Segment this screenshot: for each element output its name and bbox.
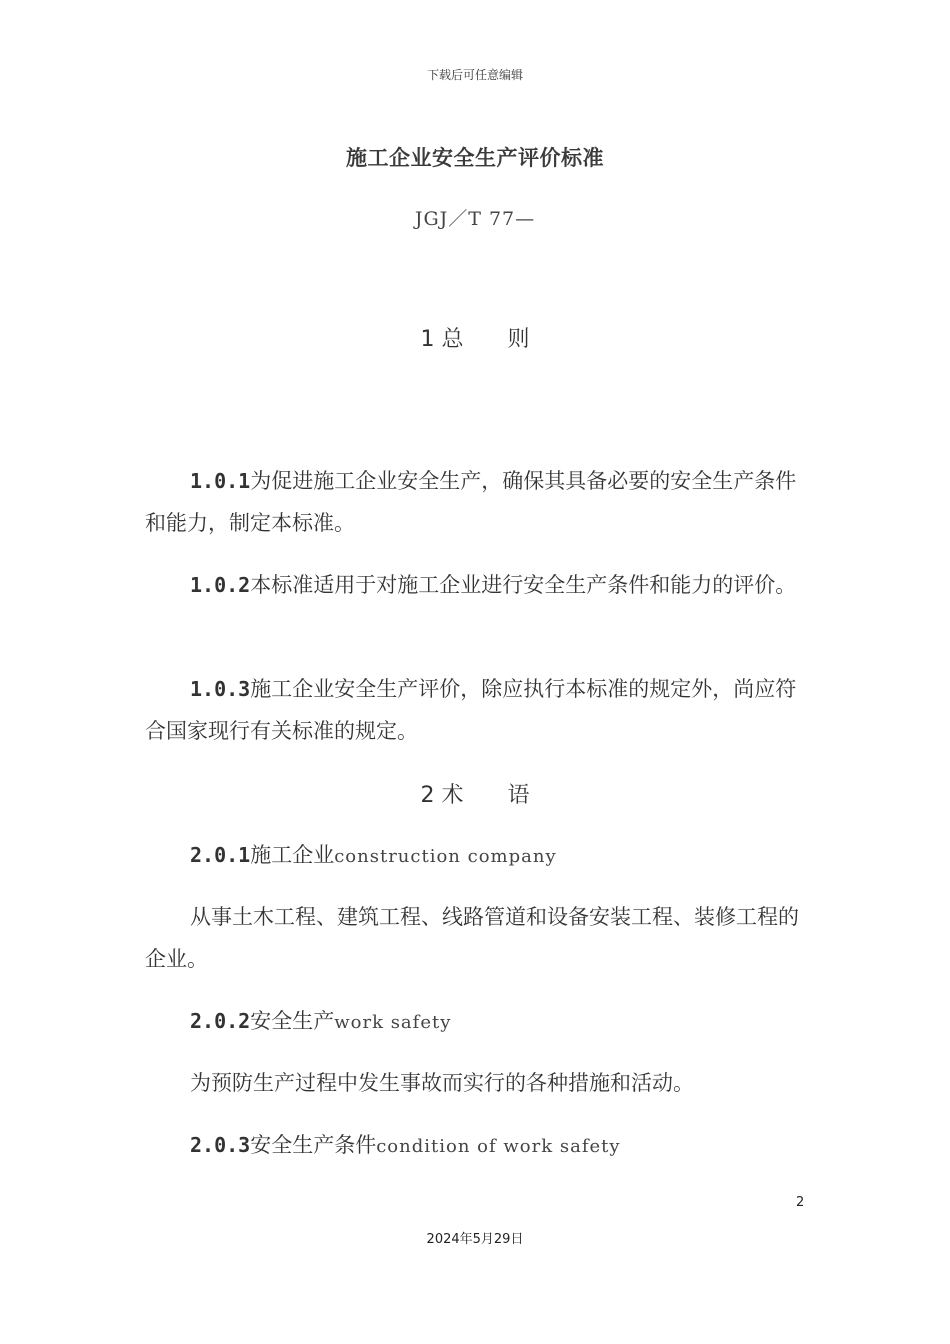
clause-text: 施工企业安全生产评价，除应执行本标准的规定外，尚应符合国家现行有关标准的规定。	[145, 677, 797, 743]
term-english: work safety	[334, 1012, 452, 1033]
term-name: 安全生产条件	[250, 1133, 377, 1157]
term-name: 施工企业	[250, 843, 335, 867]
section-title-char: 总	[441, 327, 464, 352]
clause-1-0-2	[145, 564, 805, 606]
clause-number: 1.0.2	[190, 573, 251, 597]
section-number: 2	[420, 783, 435, 808]
term-name: 安全生产	[250, 1009, 335, 1033]
term-2-0-2	[145, 1000, 805, 1044]
clause-number: 1.0.1	[190, 469, 251, 493]
clause-number: 1.0.3	[190, 677, 251, 701]
clause-text: 为促进施工企业安全生产，确保其具备必要的安全生产条件和能力，制定本标准。	[145, 469, 797, 535]
header-note: 下载后可任意编辑	[426, 68, 523, 82]
term-english: construction company	[334, 846, 557, 867]
clause-text: 本标准适用于对施工企业进行安全生产条件和能力的评价。	[250, 573, 797, 597]
term-definition: 从事土木工程、建筑工程、线路管道和设备安装工程、装修工程的企业。	[145, 905, 799, 971]
section-heading-terms	[0, 778, 950, 809]
clause-1-0-3	[145, 668, 805, 752]
section-heading-general	[0, 322, 950, 353]
term-2-0-3	[145, 1124, 805, 1168]
term-2-0-1	[145, 834, 805, 878]
section-title-char: 则	[507, 327, 530, 352]
section-title-char: 术	[441, 783, 464, 808]
section-title-char: 语	[507, 783, 530, 808]
term-definition: 为预防生产过程中发生事故而实行的各种措施和活动。	[190, 1071, 694, 1095]
term-english: condition of work safety	[376, 1136, 621, 1157]
standard-code: JGJ／T 77—	[414, 208, 536, 230]
page-number: 2	[796, 1195, 805, 1210]
document-title: 施工企业安全生产评价标准	[346, 146, 604, 170]
term-number: 2.0.3	[190, 1133, 251, 1157]
term-number: 2.0.1	[190, 843, 251, 867]
footer-date: 2024年5月29日	[426, 1232, 524, 1247]
clause-1-0-1	[145, 460, 805, 544]
term-number: 2.0.2	[190, 1009, 251, 1033]
section-number: 1	[420, 327, 435, 352]
